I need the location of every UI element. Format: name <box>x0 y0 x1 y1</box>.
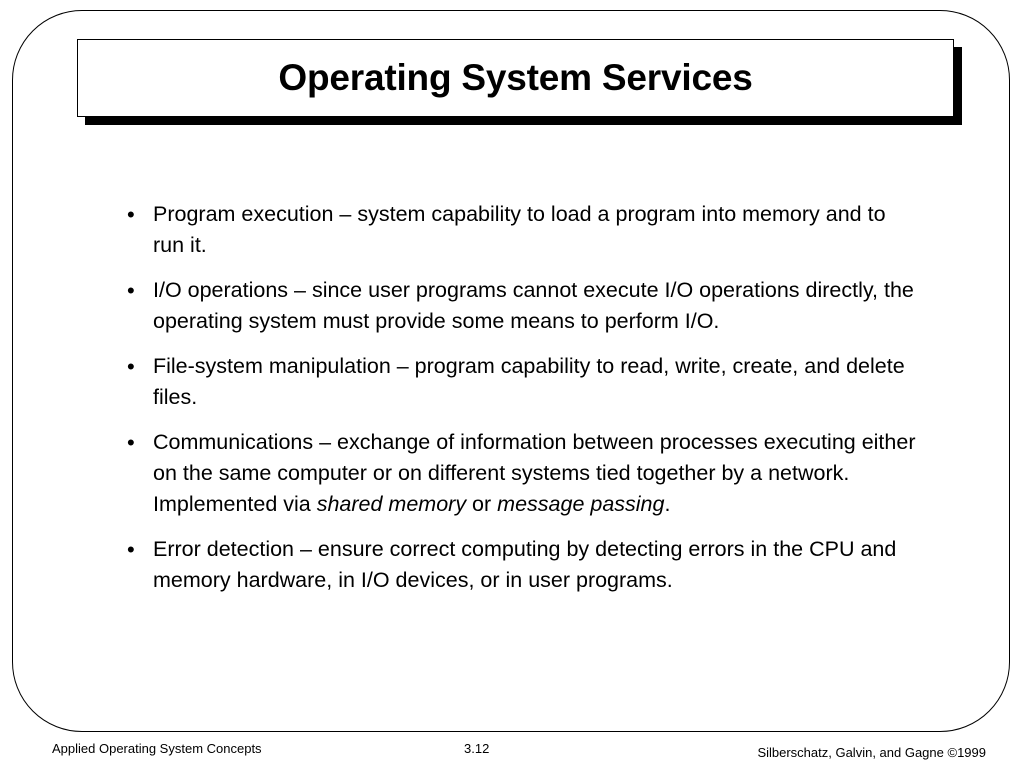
bullet-icon: • <box>127 354 135 379</box>
bullet-text: Communications – exchange of information between processes executing either on the same computer or on different systems tied together by a network. Implemented via <box>153 430 916 516</box>
bullet-icon: • <box>127 537 135 562</box>
slide-title: Operating System Services <box>278 57 753 98</box>
bullet-text: Error detection – ensure correct computing by detecting errors in the CPU and memory hardware, in I/O devices, or in user programs. <box>153 537 897 592</box>
bullet-text: I/O operations – since user programs cannot execute I/O operations directly, the operating system must provide some means to perform I/O. <box>153 278 914 333</box>
footer-copyright: Silberschatz, Galvin, and Gagne ©1999 <box>757 745 986 760</box>
bullet-error-detection <box>127 534 917 596</box>
bullet-text: . <box>664 492 671 516</box>
bullet-emphasis-message-passing: message passing <box>497 492 665 516</box>
bullet-io-operations <box>127 275 917 337</box>
bullet-icon: • <box>127 278 135 303</box>
bullet-icon: • <box>127 430 135 455</box>
bullet-text: or <box>466 492 498 516</box>
bullet-communications <box>127 427 917 520</box>
footer-page-number: 3.12 <box>464 741 490 756</box>
bullet-emphasis-shared-memory: shared memory <box>316 492 467 516</box>
bullet-file-system <box>127 351 917 413</box>
footer-course-title: Applied Operating System Concepts <box>52 741 262 756</box>
title-box <box>77 39 954 117</box>
bullet-icon: • <box>127 202 135 227</box>
bullet-text: Program execution – system capability to load a program into memory and to run it. <box>153 202 886 257</box>
bullet-list <box>127 199 917 610</box>
bullet-program-execution <box>127 199 917 261</box>
bullet-text: File-system manipulation – program capability to read, write, create, and delete files. <box>153 354 905 409</box>
